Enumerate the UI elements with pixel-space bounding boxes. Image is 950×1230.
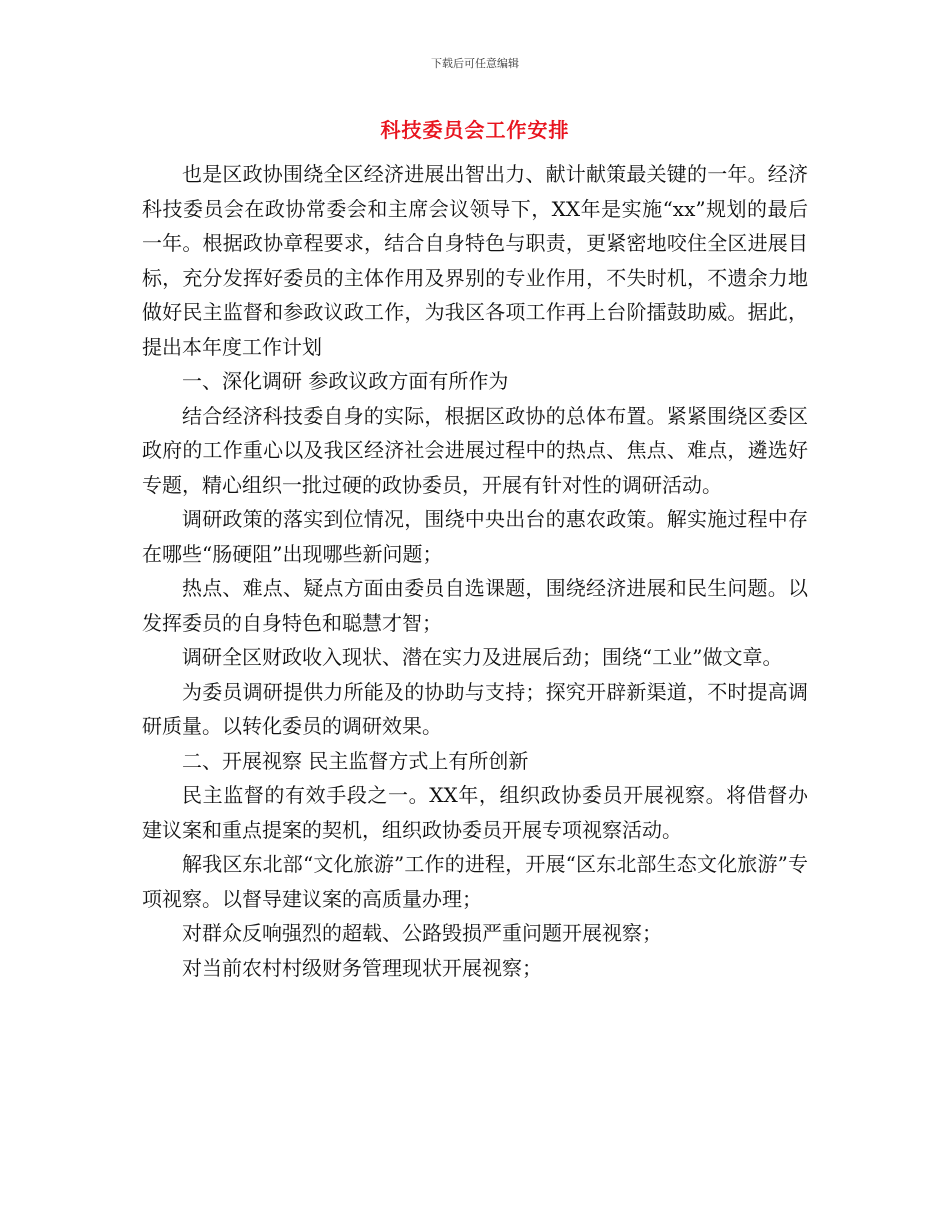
paragraph: 民主监督的有效手段之一。XX年，组织政协委员开展视察。将借督办建议案和重点提案的契机，组织政协委员开展专项视察活动。	[142, 783, 808, 842]
document-title: 科技委员会工作安排	[380, 118, 570, 142]
paragraph: 解我区东北部“文化旅游”工作的进程，开展“区东北部生态文化旅游”专项视察。以督导建议案的高质量办理；	[142, 852, 808, 911]
document-body	[142, 157, 808, 985]
section-heading-2: 二、开展视察 民主监督方式上有所创新	[182, 748, 529, 773]
paragraph: 对当前农村村级财务管理现状开展视察；	[182, 955, 542, 980]
paragraph: 为委员调研提供力所能及的协助与支持；探究开辟新渠道，不时提高调研质量。以转化委员的调研效果。	[142, 679, 808, 738]
header-note: 下载后可任意编辑	[431, 57, 519, 70]
section-heading-1: 一、深化调研 参政议政方面有所作为	[182, 369, 509, 393]
paragraph: 结合经济科技委自身的实际，根据区政协的总体布置。紧紧围绕区委区政府的工作重心以及我区经济社会进展过程中的热点、焦点、难点，遴选好专题，精心组织一批过硬的政协委员，开展有针对性的调研活动。	[142, 403, 808, 497]
paragraph: 调研政策的落实到位情况，围绕中央出台的惠农政策。解实施过程中存在哪些“肠硬阻”出现哪些新问题；	[142, 507, 808, 566]
paragraph: 调研全区财政收入现状、潜在实力及进展后劲；围绕“工业”做文章。	[182, 645, 783, 669]
paragraph: 对群众反响强烈的超载、公路毁损严重问题开展视察；	[182, 921, 662, 945]
paragraph: 热点、难点、疑点方面由委员自选课题，围绕经济进展和民生问题。以发挥委员的自身特色和聪慧才智；	[142, 576, 808, 635]
paragraph-intro: 也是区政协围绕全区经济进展出智出力、献计献策最关键的一年。经济科技委员会在政协常委会和主席会议领导下，XX年是实施“xx”规划的最后一年。根据政协章程要求，结合自身特色与职责，更紧密地咬住全区进展目标，充分发挥好委员的主体作用及界别的专业作用，不失时机，不遗余力地做好民主监督和参政议政工作，为我区各项工作再上台阶擂鼓助威。据此，提出本年度工作计划	[142, 162, 808, 359]
